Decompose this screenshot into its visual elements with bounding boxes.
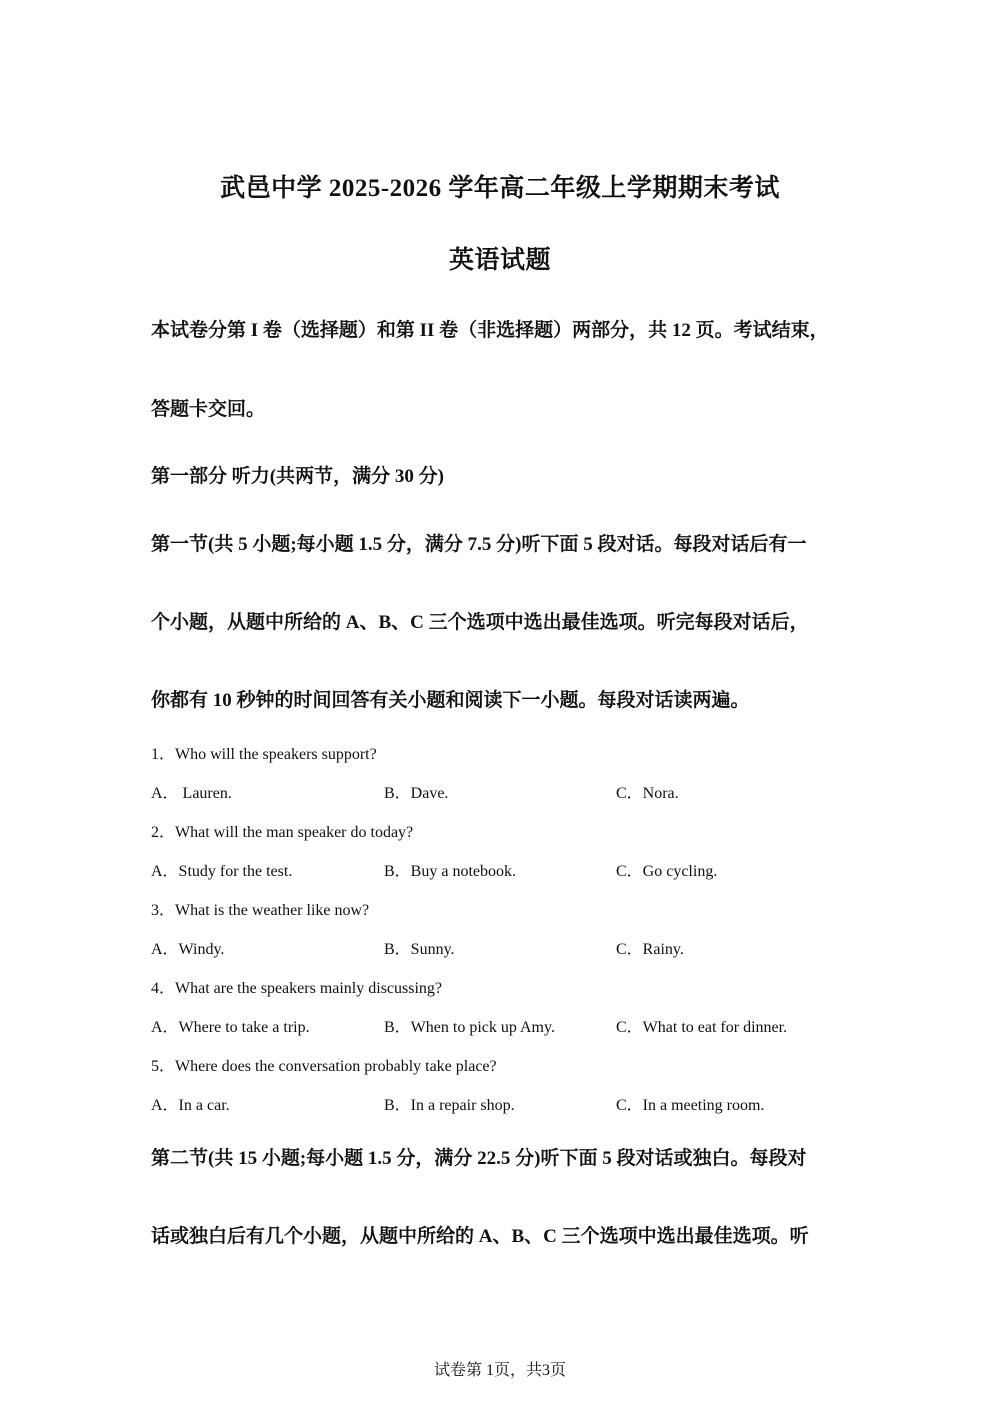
question-3-stem: 3．What is the weather like now? xyxy=(151,902,370,919)
section2-instruction-1: 第二节(共 15 小题;每小题 1.5 分，满分 22.5 分)听下面 5 段对话或独白。每段对 xyxy=(151,1148,807,1169)
question-2-option-c: C．Go cycling. xyxy=(616,863,718,880)
question-5-option-a: A．In a car. xyxy=(151,1097,230,1114)
question-1-option-c: C．Nora. xyxy=(616,785,679,802)
question-5-option-c: C．In a meeting room. xyxy=(616,1097,765,1114)
question-3-option-a: A．Windy. xyxy=(151,941,225,958)
part1-heading: 第一部分 听力(共两节，满分 30 分) xyxy=(151,466,444,487)
question-4-option-b: B．When to pick up Amy. xyxy=(384,1019,555,1036)
exam-title: 武邑中学 2025-2026 学年高二年级上学期期末考试 xyxy=(220,175,780,202)
question-4-option-c: C．What to eat for dinner. xyxy=(616,1019,788,1036)
section1-instruction-2: 个小题，从题中所给的 A、B、C 三个选项中选出最佳选项。听完每段对话后， xyxy=(151,612,809,633)
question-4-stem: 4．What are the speakers mainly discussing? xyxy=(151,980,443,997)
question-5-option-b: B．In a repair shop. xyxy=(384,1097,515,1114)
question-1-option-a: A． Lauren. xyxy=(151,785,232,802)
question-3-option-b: B．Sunny. xyxy=(384,941,455,958)
page-footer: 试卷第 1页，共3页 xyxy=(433,1362,566,1379)
intro-line-2: 答题卡交回。 xyxy=(151,399,266,420)
section1-instruction-3: 你都有 10 秒钟的时间回答有关小题和阅读下一小题。每段对话读两遍。 xyxy=(151,690,750,711)
question-2-option-b: B．Buy a notebook. xyxy=(384,863,516,880)
section2-instruction-2: 话或独白后有几个小题，从题中所给的 A、B、C 三个选项中选出最佳选项。听 xyxy=(151,1226,809,1247)
question-5-stem: 5．Where does the conversation probably take place? xyxy=(151,1058,497,1075)
question-2-stem: 2．What will the man speaker do today? xyxy=(151,824,414,841)
exam-subject: 英语试题 xyxy=(448,247,551,274)
question-1-option-b: B．Dave. xyxy=(384,785,449,802)
section1-instruction-1: 第一节(共 5 小题;每小题 1.5 分，满分 7.5 分)听下面 5 段对话。每段对话后有一 xyxy=(151,534,807,555)
question-3-option-c: C．Rainy. xyxy=(616,941,684,958)
question-2-option-a: A．Study for the test. xyxy=(151,863,293,880)
question-1-stem: 1．Who will the speakers support? xyxy=(151,746,377,763)
question-4-option-a: A．Where to take a trip. xyxy=(151,1019,310,1036)
intro-line-1: 本试卷分第 I 卷（选择题）和第 II 卷（非选择题）两部分，共 12 页。考试结束， xyxy=(151,320,829,341)
